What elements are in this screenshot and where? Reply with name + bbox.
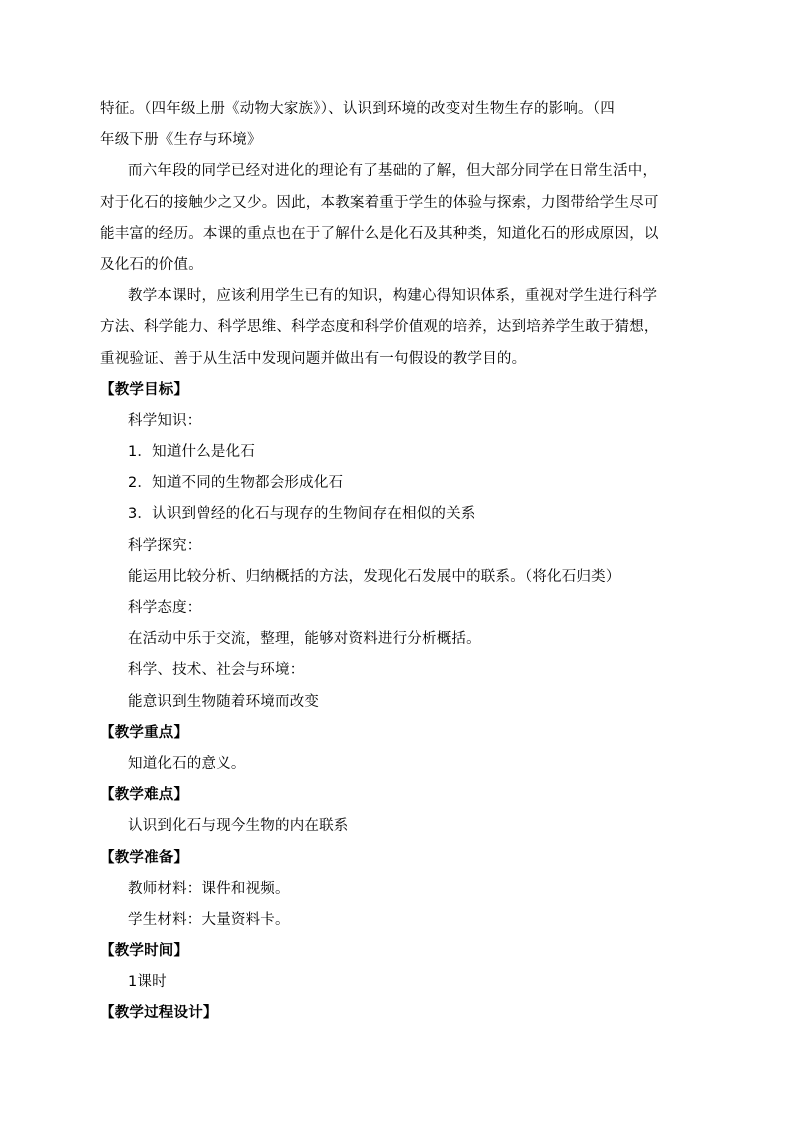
paragraph-line: 3．认识到曾经的化石与现存的生物间存在相似的关系: [128, 506, 476, 523]
section-heading: 【教学时间】: [100, 943, 189, 960]
paragraph-line: 及化石的价值。: [100, 256, 203, 273]
paragraph-line: 学生材料：大量资料卡。: [128, 911, 290, 928]
paragraph-line: 教师材料：课件和视频。: [128, 880, 290, 897]
paragraph-line: 教学本课时，应该利用学生已有的知识，构建心得知识体系，重视对学生进行科学: [128, 288, 658, 305]
section-heading: 【教学目标】: [100, 381, 189, 398]
paragraph-line: 认识到化石与现今生物的内在联系: [128, 818, 349, 835]
paragraph-line: 科学知识：: [128, 412, 202, 429]
paragraph-line: 方法、科学能力、科学思维、科学态度和科学价值观的培养，达到培养学生敢于猜想，: [100, 319, 659, 336]
paragraph-line: 在活动中乐于交流，整理，能够对资料进行分析概括。: [128, 631, 481, 648]
paragraph-line: 能丰富的经历。本课的重点也在于了解什么是化石及其种类，知道化石的形成原因，以: [100, 225, 659, 242]
paragraph-line: 年级下册《生存与环境》: [100, 132, 262, 149]
section-heading: 【教学过程设计】: [100, 1005, 218, 1022]
paragraph-line: 特征。（四年级上册《动物大家族》）、认识到环境的改变对生物生存的影响。（四: [100, 101, 615, 117]
paragraph-line: 1课时: [128, 974, 167, 991]
paragraph-line: 知道化石的意义。: [128, 755, 246, 772]
paragraph-line: 能运用比较分析、归纳概括的方法，发现化石发展中的联系。（将化石归类）: [128, 568, 621, 585]
section-heading: 【教学准备】: [100, 849, 189, 866]
section-heading: 【教学难点】: [100, 787, 189, 804]
paragraph-line: 科学探究：: [128, 537, 202, 554]
paragraph-line: 对于化石的接触少之又少。因此，本教案着重于学生的体验与探索，力图带给学生尽可: [100, 194, 659, 211]
paragraph-line: 1．知道什么是化石: [128, 444, 256, 461]
paragraph-line: 而六年段的同学已经对进化的理论有了基础的了解，但大部分同学在日常生活中，: [128, 163, 658, 180]
paragraph-line: 能意识到生物随着环境而改变: [128, 693, 320, 710]
paragraph-line: 科学、技术、社会与环境：: [128, 662, 305, 679]
paragraph-line: 重视验证、善于从生活中发现问题并做出有一句假设的教学目的。: [100, 350, 527, 367]
paragraph-line: 2．知道不同的生物都会形成化石: [128, 475, 344, 492]
paragraph-line: 科学态度：: [128, 600, 202, 616]
document-page: [100, 94, 700, 1030]
section-heading: 【教学重点】: [100, 724, 189, 741]
